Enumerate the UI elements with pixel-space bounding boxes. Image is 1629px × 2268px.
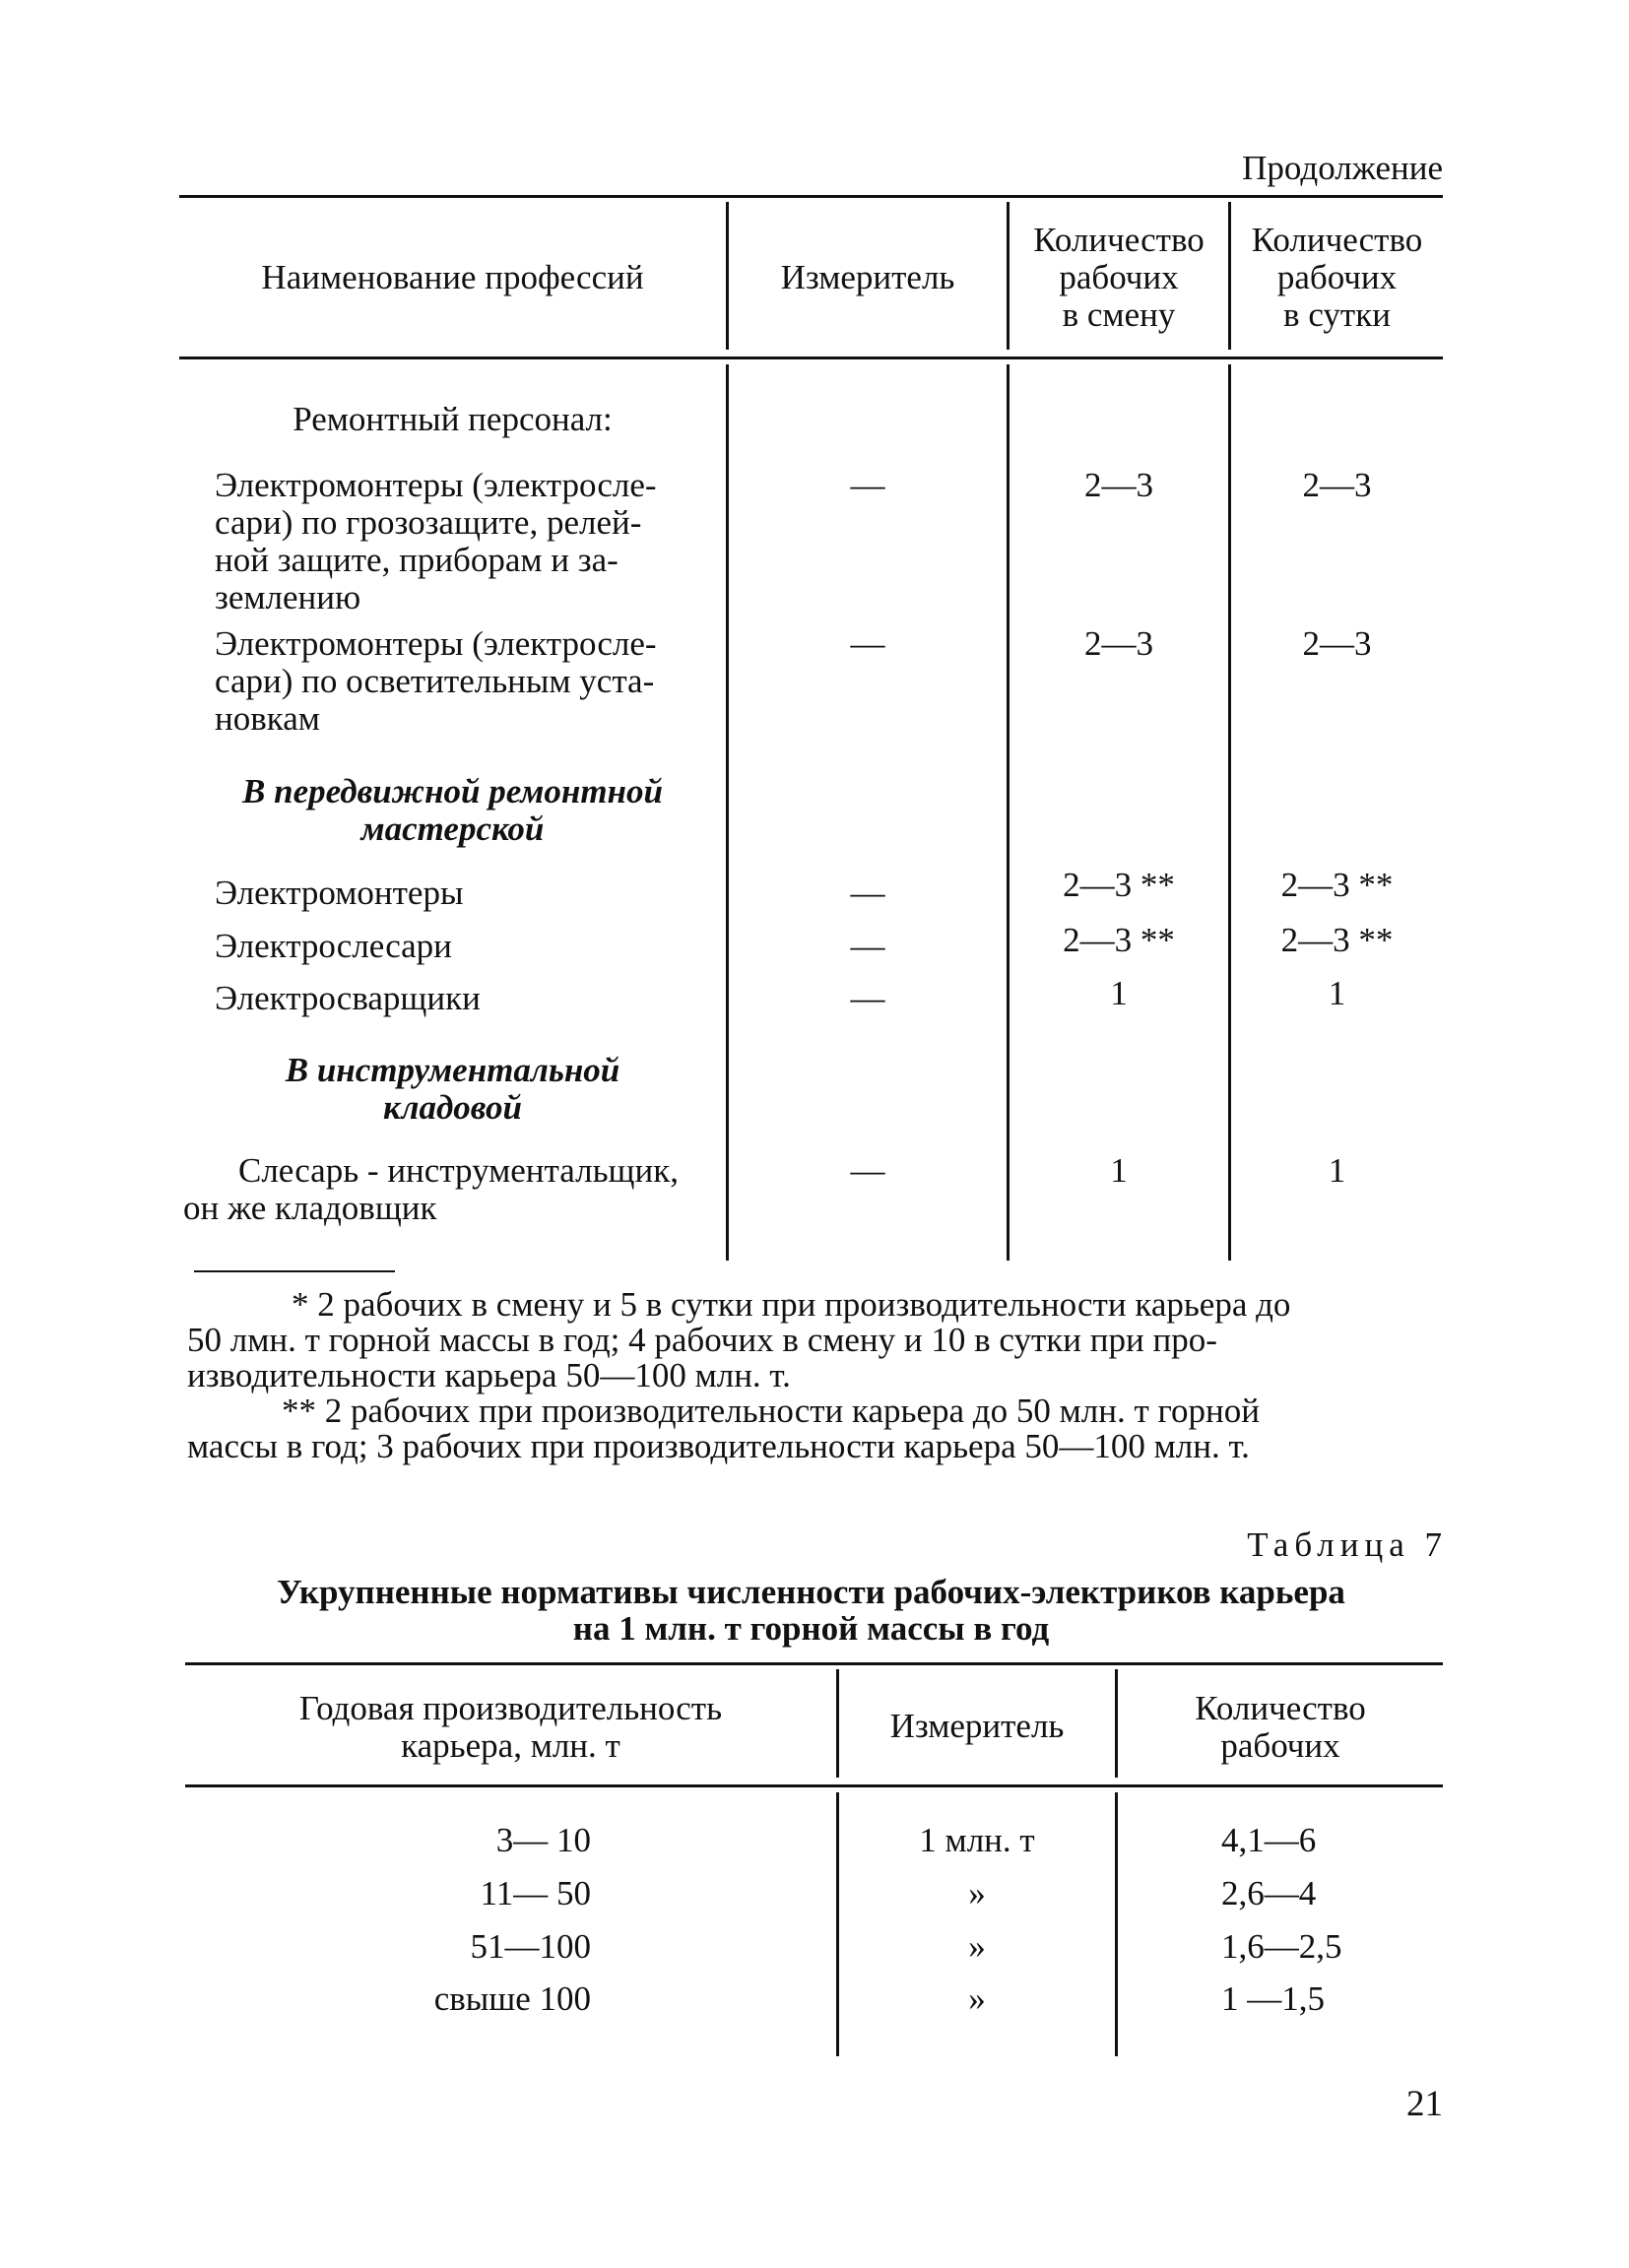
name-line: Электромонтеры (электросле-	[215, 466, 657, 504]
table-row-name	[215, 625, 712, 738]
table7-row-unit: »	[968, 1874, 986, 1912]
table7-header-rule	[185, 1784, 1443, 1787]
table-row-unit: —	[850, 874, 885, 912]
footnote-line: ** 2 рабочих при производительности карьера до 50 млн. т горной	[282, 1392, 1260, 1430]
table7-row-capacity: 3— 10	[495, 1821, 591, 1859]
table-row-shift: 2—3	[1084, 466, 1153, 504]
header-line: в сутки	[1283, 295, 1391, 334]
table7-row-unit: »	[968, 1979, 986, 2018]
footnote-line: изводительности карьера 50—100 млн. т.	[187, 1356, 791, 1394]
table7-row-capacity: свыше 100	[433, 1979, 591, 2018]
table-row-day: 2—3	[1302, 466, 1372, 504]
table7-row-workers: 1,6—2,5	[1221, 1927, 1342, 1966]
table7-title	[179, 1574, 1443, 1647]
table1-header-unit: Измеритель	[780, 258, 955, 296]
name-line: землению	[215, 578, 361, 616]
header-line: карьера, млн. т	[401, 1726, 620, 1765]
table-row-day: 1	[1328, 974, 1346, 1012]
table-row-day: 2—3	[1302, 624, 1372, 663]
name-line: новкам	[215, 699, 320, 738]
section-repair-personnel: Ремонтный персонал:	[293, 400, 613, 438]
table1-header-per-day	[1231, 222, 1443, 334]
section-line: мастерской	[360, 810, 545, 848]
table7-row-unit: »	[968, 1927, 986, 1966]
table7-row-capacity: 51—100	[470, 1927, 591, 1966]
footnote-2	[187, 1393, 1443, 1464]
header-line: рабочих	[1220, 1726, 1340, 1765]
header-line: Количество	[1195, 1689, 1366, 1727]
section-line: В передвижной ремонтной	[242, 772, 663, 810]
header-line: рабочих	[1276, 258, 1398, 296]
table7-row-capacity: 11— 50	[480, 1874, 591, 1912]
table-row-unit: —	[850, 624, 885, 663]
name-line: сари) по осветительным уста-	[215, 662, 655, 700]
table7-row-unit: 1 млн. т	[919, 1821, 1035, 1859]
table-row-unit: —	[850, 927, 885, 965]
name-line: сари) по грозозащите, релей-	[215, 503, 642, 542]
table1-header-profession: Наименование профессий	[261, 258, 644, 296]
footnote-1	[187, 1287, 1443, 1393]
section-line: кладовой	[383, 1088, 522, 1127]
table-row-day: 2—3 **	[1280, 921, 1394, 959]
table-row-unit: —	[850, 979, 885, 1017]
table-row-name: Электрослесари	[215, 927, 452, 965]
name-line: ной защите, приборам и за-	[215, 541, 619, 579]
footnote-line: массы в год; 3 рабочих при производительности карьера 50—100 млн. т.	[187, 1427, 1250, 1465]
table7-top-rule	[185, 1662, 1443, 1665]
table-row-shift: 2—3 **	[1063, 921, 1175, 959]
table-row-name	[215, 467, 712, 616]
table7-label: Таблица 7	[1247, 1525, 1448, 1564]
continuation-label: Продолжение	[1242, 149, 1443, 187]
header-line: в смену	[1062, 295, 1176, 334]
name-line: Электромонтеры (электросле-	[215, 624, 657, 663]
footnote-line: 50 лмн. т горной массы в год; 4 рабочих в смену и 10 в сутки при про-	[187, 1321, 1217, 1359]
table7-header-capacity	[185, 1690, 836, 1765]
name-line: он же кладовщик	[183, 1189, 437, 1227]
footnote-rule	[194, 1270, 395, 1272]
table7-header-workers	[1118, 1690, 1443, 1765]
footnote-line: * 2 рабочих в смену и 5 в сутки при производительности карьера до	[292, 1285, 1291, 1324]
header-line: Количество	[1251, 221, 1423, 259]
table7-row-workers: 4,1—6	[1221, 1821, 1317, 1859]
section-mobile-workshop	[179, 773, 726, 848]
table7-row-workers: 2,6—4	[1221, 1874, 1317, 1912]
table-row-unit: —	[850, 1151, 885, 1190]
page-number: 21	[1406, 2084, 1443, 2124]
table-row-name	[183, 1152, 715, 1227]
table7-header-unit: Измеритель	[889, 1707, 1065, 1745]
section-line: В инструментальной	[285, 1051, 620, 1089]
section-tool-storeroom	[179, 1052, 726, 1127]
table-row-shift: 1	[1110, 1151, 1128, 1190]
table1-header-per-shift	[1010, 222, 1228, 334]
table-row-shift: 2—3	[1084, 624, 1153, 663]
table-row-name: Электросварщики	[215, 979, 481, 1017]
table7-row-workers: 1 —1,5	[1221, 1979, 1325, 2018]
table-row-day: 2—3 **	[1280, 866, 1394, 904]
header-line: Количество	[1033, 221, 1205, 259]
table-row-unit: —	[850, 466, 885, 504]
table-row-day: 1	[1328, 1151, 1346, 1190]
header-line: Годовая производительность	[298, 1689, 723, 1727]
table-row-shift: 2—3 **	[1063, 866, 1175, 904]
title-line: Укрупненные нормативы численности рабочих-электриков карьера	[277, 1573, 1345, 1611]
table1-top-rule	[179, 195, 1443, 198]
table-row-name: Электромонтеры	[215, 874, 464, 912]
table-row-shift: 1	[1110, 974, 1128, 1012]
header-line: рабочих	[1059, 258, 1179, 296]
name-line: Слесарь - инструментальщик,	[238, 1151, 679, 1190]
table7-body-divider-2	[1115, 1792, 1118, 2056]
title-line: на 1 млн. т горной массы в год	[572, 1609, 1050, 1648]
table1-header-rule	[179, 356, 1443, 359]
